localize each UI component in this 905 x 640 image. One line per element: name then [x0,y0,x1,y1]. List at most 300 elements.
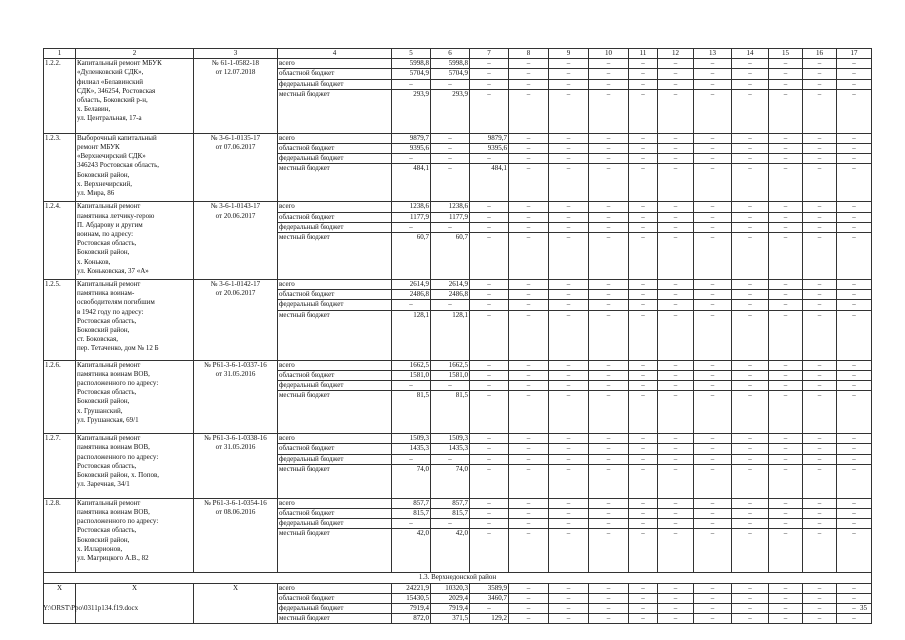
item-name [76,133,194,202]
empty-value-cell: – [658,79,694,89]
budget-category: всего [278,133,392,143]
empty-value-cell: – [658,434,694,444]
empty-value-cell: – [629,310,658,360]
item-name-line: Ростовская область, [77,239,137,248]
empty-value-cell: – [803,381,837,391]
empty-value-cell: – [509,614,549,624]
empty-value-cell: – [589,280,629,290]
item-name-line: ул. Коньковская, 37 «А» [77,266,149,275]
empty-value-cell: – [694,381,732,391]
budget-category: всего [278,59,392,69]
empty-value-cell: – [694,444,732,454]
empty-value-cell: – [694,280,732,290]
empty-value-cell: – [694,434,732,444]
empty-value-cell: – [589,583,629,593]
table-row [44,202,872,212]
empty-value-cell: – [694,310,732,360]
value-cell: – [431,133,470,143]
empty-value-cell: – [837,233,872,280]
empty-value-cell: – [694,529,732,573]
empty-value-cell: – [837,381,872,391]
empty-value-cell: – [837,360,872,370]
empty-value-cell: – [629,89,658,133]
empty-value-cell: – [769,69,803,79]
empty-value-cell: – [803,519,837,529]
empty-value-cell: – [658,529,694,573]
value-cell: 1238,6 [431,202,470,212]
item-name-line: х. Верхнечирский, [77,179,132,188]
empty-value-cell: – [769,370,803,380]
empty-value-cell: – [629,212,658,222]
value-cell: – [470,604,509,614]
empty-value-cell: – [732,89,769,133]
item-document [194,202,278,280]
value-cell: 7919,4 [431,604,470,614]
value-cell: 60,7 [392,233,431,280]
item-name-line: Выборочный капитальный [77,133,157,142]
budget-category: всего [278,583,392,593]
empty-value-cell: – [549,360,589,370]
item-name-line: «Верхнечирский СДК» [77,152,146,161]
column-number: 8 [509,49,549,59]
value-cell: 42,0 [431,529,470,573]
empty-value-cell: – [658,509,694,519]
empty-value-cell: – [629,133,658,143]
empty-value-cell: – [732,164,769,202]
empty-value-cell: – [589,370,629,380]
empty-value-cell: – [589,154,629,164]
column-number: 13 [694,49,732,59]
value-cell: 5998,8 [392,59,431,69]
empty-value-cell: – [629,202,658,212]
value-cell: – [470,381,509,391]
summary-mark: Х [194,583,278,624]
value-cell: 15430,5 [392,593,431,603]
empty-value-cell: – [769,133,803,143]
empty-value-cell: – [589,498,629,508]
empty-value-cell: – [658,519,694,529]
item-name-line: расположенного по адресу: [77,452,159,461]
empty-value-cell: – [837,519,872,529]
empty-value-cell: – [837,202,872,212]
empty-value-cell: – [658,391,694,434]
item-name-line: Боковский район, х. Попов, [77,471,160,480]
empty-value-cell: – [509,89,549,133]
empty-value-cell: – [769,202,803,212]
item-name-line: ул. Магрицкого А.В., 82 [77,554,149,563]
empty-value-cell: – [549,498,589,508]
empty-value-cell: – [803,529,837,573]
empty-value-cell: – [509,212,549,222]
empty-value-cell: – [629,222,658,232]
empty-value-cell: – [549,59,589,69]
empty-value-cell: – [509,202,549,212]
empty-value-cell: – [629,144,658,154]
empty-value-cell: – [732,464,769,498]
empty-value-cell: – [658,604,694,614]
item-name [76,280,194,361]
empty-value-cell: – [732,391,769,434]
value-cell: – [431,519,470,529]
empty-value-cell: – [694,370,732,380]
value-cell: – [470,202,509,212]
value-cell: – [470,69,509,79]
item-document [194,434,278,499]
item-name-line: область, Боковский р-н, [77,96,148,105]
empty-value-cell: – [589,69,629,79]
empty-value-cell: – [694,583,732,593]
empty-value-cell: – [549,280,589,290]
empty-value-cell: – [589,212,629,222]
empty-value-cell: – [837,498,872,508]
column-number: 6 [431,49,470,59]
value-cell: 9879,7 [392,133,431,143]
section-row [44,573,872,583]
empty-value-cell: – [769,434,803,444]
empty-value-cell: – [732,290,769,300]
column-number: 11 [629,49,658,59]
value-cell: 293,9 [392,89,431,133]
value-cell: – [470,79,509,89]
empty-value-cell: – [589,593,629,603]
empty-value-cell: – [509,454,549,464]
value-cell: 128,1 [431,310,470,360]
section-title: 1.3. Верхнедонской район [44,573,872,583]
item-name-line: х. Грушанский, [77,406,123,415]
empty-value-cell: – [732,300,769,310]
empty-value-cell: – [549,133,589,143]
column-number: 7 [470,49,509,59]
empty-value-cell: – [694,464,732,498]
value-cell: 1435,3 [392,444,431,454]
empty-value-cell: – [837,454,872,464]
empty-value-cell: – [549,233,589,280]
empty-value-cell: – [694,89,732,133]
column-number: 9 [549,49,589,59]
empty-value-cell: – [509,59,549,69]
item-name [76,59,194,134]
item-number: 1.2.6. [44,360,76,434]
empty-value-cell: – [694,222,732,232]
item-number: 1.2.5. [44,280,76,361]
empty-value-cell: – [658,89,694,133]
empty-value-cell: – [509,69,549,79]
empty-value-cell: – [837,614,872,624]
empty-value-cell: – [589,434,629,444]
value-cell: – [431,144,470,154]
empty-value-cell: – [509,280,549,290]
empty-value-cell: – [769,454,803,464]
empty-value-cell: – [549,79,589,89]
budget-category: федеральный бюджет [278,222,392,232]
column-number: 2 [76,49,194,59]
value-cell: – [392,519,431,529]
budget-category: федеральный бюджет [278,79,392,89]
empty-value-cell: – [509,529,549,573]
empty-value-cell: – [769,391,803,434]
item-number: 1.2.3. [44,133,76,202]
empty-value-cell: – [769,360,803,370]
empty-value-cell: – [549,529,589,573]
item-name-line: Боковский район, [77,248,130,257]
empty-value-cell: – [549,391,589,434]
empty-value-cell: – [658,212,694,222]
value-cell: 872,0 [392,614,431,624]
value-cell: – [470,498,509,508]
empty-value-cell: – [837,604,872,614]
empty-value-cell: – [694,360,732,370]
empty-value-cell: – [658,444,694,454]
empty-value-cell: – [803,370,837,380]
empty-value-cell: – [509,360,549,370]
empty-value-cell: – [549,614,589,624]
empty-value-cell: – [549,604,589,614]
item-name-line: памятника летчику-герою [77,211,155,220]
value-cell: – [470,280,509,290]
item-name-line: ул. Грушанская, 69/1 [77,415,139,424]
value-cell: – [470,370,509,380]
empty-value-cell: – [658,583,694,593]
empty-value-cell: – [509,290,549,300]
page-number: 35 [860,604,867,612]
budget-category: местный бюджет [278,164,392,202]
column-number: 17 [837,49,872,59]
empty-value-cell: – [629,529,658,573]
value-cell: – [392,381,431,391]
item-name [76,360,194,434]
column-number: 4 [278,49,392,59]
budget-category: федеральный бюджет [278,300,392,310]
budget-category: областной бюджет [278,444,392,454]
item-name-line: освободителям погибшим [77,298,155,307]
item-name-line: ст. Боковская, [77,335,118,344]
empty-value-cell: – [549,444,589,454]
empty-value-cell: – [629,583,658,593]
empty-value-cell: – [837,144,872,154]
value-cell: 74,0 [431,464,470,498]
item-name-line: СДК», 346254, Ростовская [77,86,156,95]
value-cell: 3460,7 [470,593,509,603]
item-name-line: ул. Мира, 86 [77,189,115,198]
value-cell: 857,7 [392,498,431,508]
empty-value-cell: – [769,614,803,624]
table-row [44,59,872,69]
empty-value-cell: – [629,300,658,310]
item-name-line: Капитальный ремонт [77,202,141,211]
empty-value-cell: – [803,280,837,290]
empty-value-cell: – [549,464,589,498]
empty-value-cell: – [694,79,732,89]
item-document [194,59,278,134]
header-row [44,49,872,59]
empty-value-cell: – [769,444,803,454]
empty-value-cell: – [629,360,658,370]
item-number: 1.2.7. [44,434,76,499]
value-cell: 60,7 [431,233,470,280]
value-cell: – [431,79,470,89]
document-line: № 3-6-1-0135-17 [210,133,261,142]
empty-value-cell: – [803,434,837,444]
empty-value-cell: – [589,233,629,280]
budget-category: областной бюджет [278,370,392,380]
empty-value-cell: – [769,498,803,508]
value-cell: 9879,7 [470,133,509,143]
item-name-line: Боковский район, [77,170,130,179]
value-cell: 5704,9 [431,69,470,79]
item-name-line: филиал «Белавинский [77,77,143,86]
empty-value-cell: – [694,604,732,614]
item-name-line: расположенного по адресу: [77,517,159,526]
value-cell: – [392,300,431,310]
value-cell: 3589,9 [470,583,509,593]
item-name-line: памятника воинам- [77,289,135,298]
empty-value-cell: – [549,212,589,222]
empty-value-cell: – [549,222,589,232]
empty-value-cell: – [803,509,837,519]
empty-value-cell: – [837,529,872,573]
empty-value-cell: – [549,381,589,391]
empty-value-cell: – [509,434,549,444]
value-cell: – [470,464,509,498]
value-cell: 9395,6 [470,144,509,154]
value-cell: 2614,9 [392,280,431,290]
value-cell: – [431,154,470,164]
empty-value-cell: – [803,593,837,603]
item-name-line: Боковский район, [77,535,130,544]
empty-value-cell: – [732,614,769,624]
empty-value-cell: – [658,154,694,164]
empty-value-cell: – [589,164,629,202]
empty-value-cell: – [658,144,694,154]
item-name-line: Боковский район, [77,397,130,406]
item-name-line: Ростовская область, [77,316,137,325]
value-cell: – [470,233,509,280]
document-line: от 31.05.2016 [215,443,256,452]
empty-value-cell: – [837,59,872,69]
empty-value-cell: – [769,212,803,222]
empty-value-cell: – [509,310,549,360]
budget-category: местный бюджет [278,614,392,624]
empty-value-cell: – [549,144,589,154]
value-cell: – [392,79,431,89]
item-name-line: Капитальный ремонт [77,434,141,443]
empty-value-cell: – [803,79,837,89]
empty-value-cell: – [769,593,803,603]
empty-value-cell: – [769,164,803,202]
empty-value-cell: – [732,583,769,593]
budget-category: местный бюджет [278,233,392,280]
document-line: № Р61-3-6-1-0354-16 [204,498,267,507]
item-name-line: 346243 Ростовская область, [77,161,160,170]
empty-value-cell: – [694,233,732,280]
empty-value-cell: – [549,300,589,310]
empty-value-cell: – [732,498,769,508]
empty-value-cell: – [732,154,769,164]
value-cell: – [470,454,509,464]
empty-value-cell: – [658,381,694,391]
empty-value-cell: – [589,604,629,614]
empty-value-cell: – [694,519,732,529]
value-cell: 7919,4 [392,604,431,614]
empty-value-cell: – [658,133,694,143]
item-name-line: «Дуленковский СДК», [77,68,144,77]
empty-value-cell: – [769,583,803,593]
empty-value-cell: – [837,164,872,202]
value-cell: 2486,8 [431,290,470,300]
empty-value-cell: – [803,133,837,143]
budget-category: федеральный бюджет [278,381,392,391]
value-cell: – [470,391,509,434]
empty-value-cell: – [629,498,658,508]
value-cell: 1662,5 [431,360,470,370]
value-cell: 5704,9 [392,69,431,79]
value-cell: 5998,8 [431,59,470,69]
empty-value-cell: – [549,370,589,380]
column-number: 15 [769,49,803,59]
document-line: от 20.06.2017 [215,289,256,298]
budget-category: федеральный бюджет [278,454,392,464]
empty-value-cell: – [509,164,549,202]
value-cell: – [470,519,509,529]
empty-value-cell: – [803,164,837,202]
empty-value-cell: – [658,59,694,69]
budget-category: местный бюджет [278,391,392,434]
item-document [194,133,278,202]
column-number: 10 [589,49,629,59]
empty-value-cell: – [509,222,549,232]
item-number: 1.2.8. [44,498,76,573]
empty-value-cell: – [803,360,837,370]
empty-value-cell: – [694,391,732,434]
document-line: № Р61-3-6-1-0337-16 [204,360,267,369]
empty-value-cell: – [694,509,732,519]
empty-value-cell: – [509,370,549,380]
empty-value-cell: – [629,519,658,529]
value-cell: – [470,310,509,360]
value-cell: – [431,454,470,464]
empty-value-cell: – [694,300,732,310]
empty-value-cell: – [732,212,769,222]
empty-value-cell: – [509,593,549,603]
empty-value-cell: – [549,583,589,593]
empty-value-cell: – [769,144,803,154]
value-cell: 857,7 [431,498,470,508]
item-name-line: ул. Заречная, 34/1 [77,480,130,489]
item-name-line: Ростовская область, [77,388,137,397]
empty-value-cell: – [694,212,732,222]
empty-value-cell: – [803,604,837,614]
empty-value-cell: – [658,593,694,603]
value-cell: – [470,360,509,370]
empty-value-cell: – [658,300,694,310]
empty-value-cell: – [803,212,837,222]
value-cell: – [392,454,431,464]
value-cell: 74,0 [392,464,431,498]
empty-value-cell: – [629,290,658,300]
empty-value-cell: – [769,529,803,573]
table-row [44,583,872,593]
empty-value-cell: – [769,300,803,310]
item-document [194,280,278,361]
empty-value-cell: – [658,614,694,624]
empty-value-cell: – [837,391,872,434]
empty-value-cell: – [732,434,769,444]
empty-value-cell: – [589,381,629,391]
value-cell: 1435,3 [431,444,470,454]
item-name-line: Ростовская область, [77,526,137,535]
item-name-line: воинам, по адресу: [77,230,134,239]
item-name-line: Капитальный ремонт [77,498,141,507]
